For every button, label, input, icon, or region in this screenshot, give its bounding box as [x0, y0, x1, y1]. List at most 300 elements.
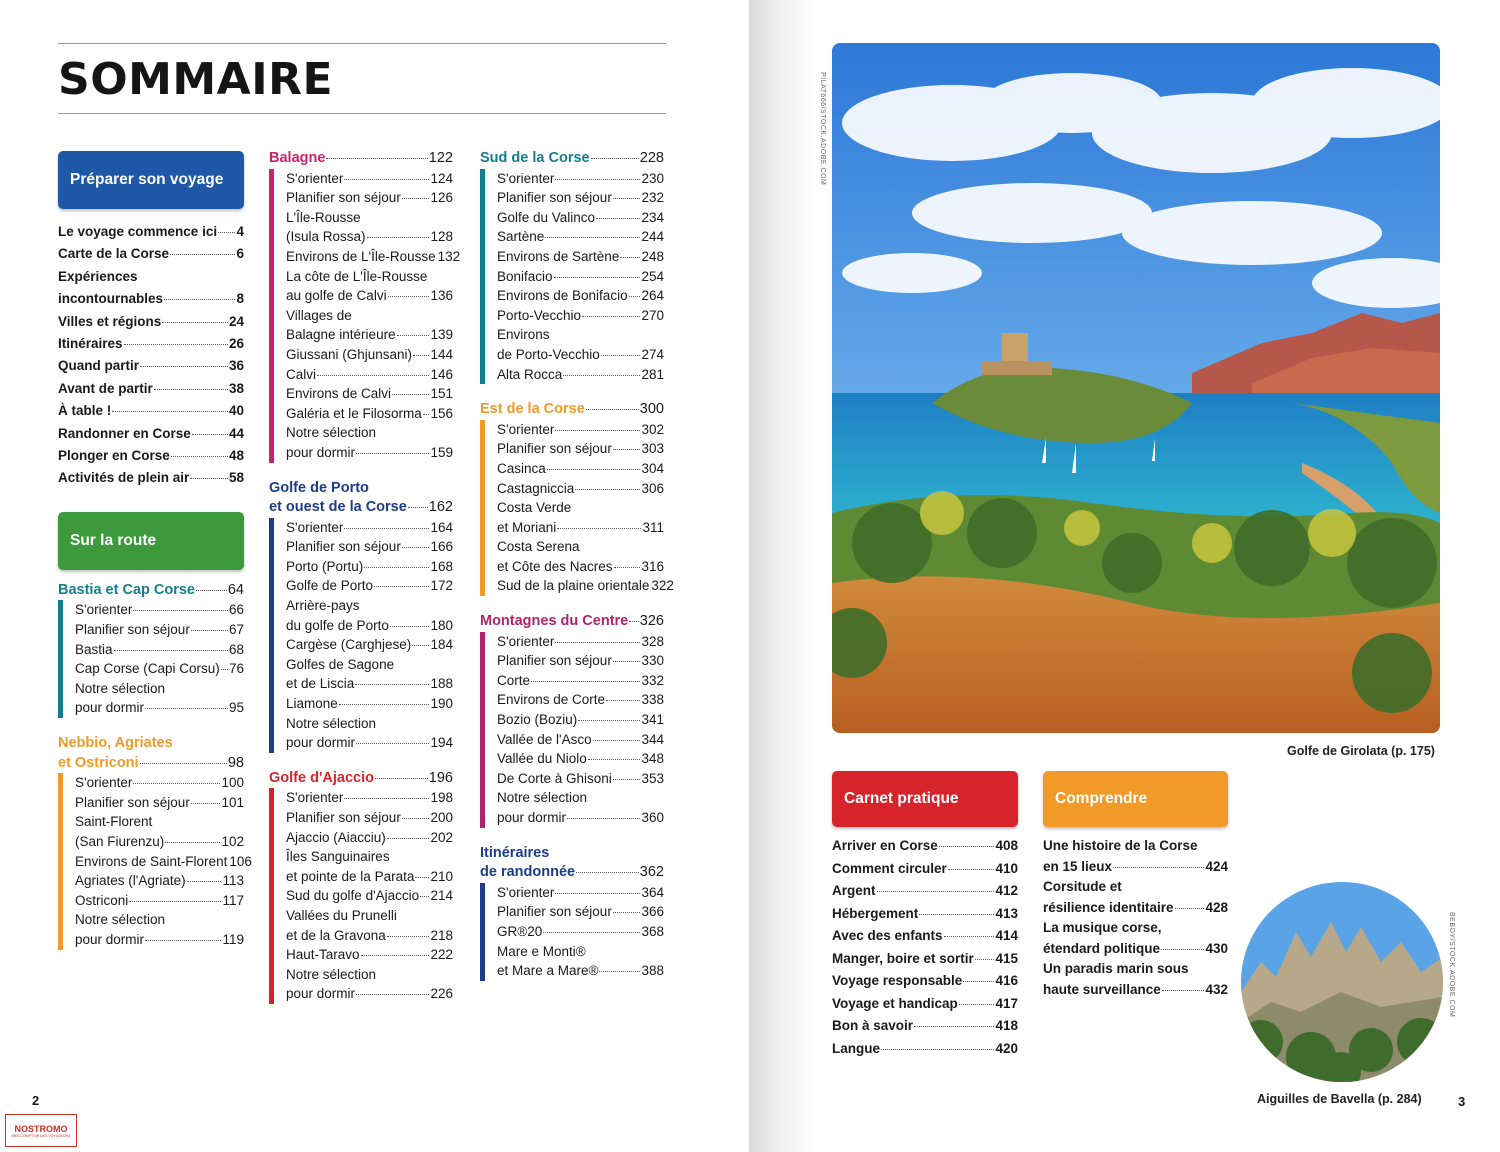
- section-page: 228: [639, 150, 664, 166]
- toc-entry-page: 230: [641, 170, 664, 186]
- dot-leader: [1175, 908, 1205, 909]
- dot-leader: [629, 621, 639, 622]
- toc-entry: [497, 902, 664, 922]
- toc-entry-label: en 15 lieux: [1043, 858, 1113, 874]
- toc-entry-label: Golfes de Sagone: [286, 656, 395, 672]
- toc-entry: [832, 880, 1018, 903]
- toc-column-2: [269, 149, 461, 1020]
- dot-leader: [557, 528, 641, 529]
- toc-entry: [497, 769, 664, 789]
- toc-entry: [58, 445, 244, 467]
- toc-entry: [75, 793, 244, 813]
- dot-leader: [361, 955, 430, 956]
- toc-entry: [286, 404, 453, 424]
- dot-leader: [614, 567, 641, 568]
- toc-section: [58, 734, 252, 950]
- toc-entry: [832, 1015, 1018, 1038]
- toc-entry-page: 132: [437, 248, 461, 264]
- toc-entry: [832, 903, 1018, 926]
- dot-leader: [196, 590, 227, 591]
- toc-entry-page: 210: [430, 868, 453, 884]
- toc-entry-label: Bonifacio: [497, 268, 553, 284]
- toc-entry-label: Plonger en Corse: [58, 448, 170, 464]
- toc-entry-label: GR®20: [497, 923, 543, 939]
- toc-entry-label: Sartène: [497, 229, 545, 245]
- toc-entry: [497, 439, 664, 459]
- toc-entry-page: 274: [641, 346, 664, 362]
- toc-entry: [286, 169, 453, 189]
- dot-leader: [613, 779, 641, 780]
- toc-entry-page: 202: [430, 829, 453, 845]
- toc-entry-label: La musique corse,: [1043, 920, 1162, 935]
- section-title-text: Balagne: [269, 150, 326, 166]
- toc-entry-page: 136: [430, 288, 453, 304]
- toc-entry: [497, 961, 664, 981]
- dot-leader: [596, 218, 640, 219]
- toc-entry: [497, 188, 664, 208]
- toc-entry: [75, 891, 244, 911]
- toc-entry-page: 66: [228, 602, 244, 618]
- toc-entry-page: 415: [995, 950, 1018, 966]
- toc-entry-label: Vallées du Prunelli: [286, 907, 397, 923]
- toc-entry-page: 222: [430, 947, 453, 963]
- toc-entry-label: Planifier son séjour: [286, 810, 401, 825]
- dot-leader: [877, 891, 995, 892]
- dot-leader: [613, 449, 641, 450]
- toc-entry: [286, 384, 453, 404]
- toc-entry: [58, 423, 244, 445]
- toc-entry-label: Vallée du Niolo: [497, 751, 587, 767]
- toc-section: [480, 149, 664, 384]
- toc-entry-page: 198: [430, 790, 453, 806]
- toc-entry-page: 416: [995, 973, 1018, 988]
- section-title: [480, 612, 664, 632]
- toc-entry: [832, 970, 1018, 993]
- toc-entry-label: Carte de la Corse: [58, 246, 170, 262]
- dot-leader: [355, 684, 429, 685]
- toc-entry: [497, 730, 664, 750]
- toc-entry-label: Castagniccia: [497, 480, 575, 496]
- toc-entry: [286, 345, 453, 365]
- toc-entry-label: étendard politique: [1043, 940, 1161, 956]
- toc-entry-page: 424: [1205, 858, 1228, 874]
- toc-entry: [75, 659, 244, 679]
- toc-entry-page: 144: [430, 346, 453, 362]
- toc-entry: [286, 616, 453, 636]
- dot-leader: [948, 869, 995, 870]
- dot-leader: [190, 478, 228, 479]
- toc-entry-label: Environs de Corte: [497, 692, 606, 708]
- toc-entry-page: 420: [995, 1040, 1018, 1056]
- toc-section: [480, 844, 664, 981]
- section-title-text: Sud de la Corse: [480, 150, 590, 166]
- section-title: [480, 400, 664, 420]
- toc-entry-page: 281: [641, 366, 664, 382]
- toc-entry: [286, 945, 453, 965]
- toc-entry: [497, 325, 664, 345]
- toc-entry-label: Vallée de l'Asco: [497, 731, 592, 747]
- preparer-list: [58, 221, 244, 490]
- toc-entry-label: Voyage responsable: [832, 973, 963, 988]
- toc-entry: [75, 620, 244, 640]
- toc-entry: [832, 925, 1018, 948]
- toc-entry: [497, 922, 664, 942]
- toc-entry-label: haute surveillance: [1043, 981, 1161, 997]
- toc-entry: [75, 832, 244, 852]
- dot-leader: [547, 469, 641, 470]
- toc-entry-label: Corte: [497, 672, 531, 688]
- toc-column-1: [58, 151, 252, 966]
- toc-entry-page: 428: [1205, 899, 1228, 915]
- dot-leader: [114, 650, 228, 651]
- section-page: 326: [639, 613, 664, 630]
- toc-entry: [497, 459, 664, 479]
- toc-entry: [286, 635, 453, 655]
- toc-entry-label: Environs de Saint-Florent: [75, 853, 228, 869]
- toc-entry-label: Costa Verde: [497, 500, 572, 516]
- toc-entry: [286, 965, 453, 985]
- toc-entry-label: Notre sélection: [286, 425, 377, 441]
- toc-entry: [75, 679, 244, 699]
- toc-entry-label: Agriates (l'Agriate): [75, 873, 186, 889]
- section-title: [269, 498, 453, 518]
- toc-entry-label: (San Fiurenzu): [75, 834, 165, 849]
- section-title: [480, 149, 664, 169]
- section-title: [58, 734, 244, 754]
- dot-leader: [613, 912, 641, 913]
- left-page: [0, 0, 749, 1152]
- toc-entry-label: Environs de Bonifacio: [497, 288, 628, 304]
- toc-entry-page: 68: [228, 641, 244, 657]
- toc-entry: [286, 557, 453, 577]
- toc-entry-page: 388: [641, 963, 664, 979]
- toc-entry-page: 95: [228, 700, 244, 716]
- dot-leader: [555, 642, 640, 643]
- section-subentries: [58, 600, 244, 718]
- section-subentries: [269, 518, 453, 753]
- dot-leader: [326, 158, 427, 159]
- toc-entry: [75, 930, 244, 950]
- dot-leader: [317, 375, 429, 376]
- page-number-right: 3: [1458, 1094, 1466, 1109]
- toc-entry-label: Planifier son séjour: [497, 441, 612, 457]
- toc-section: [480, 612, 664, 828]
- dot-leader: [975, 959, 995, 960]
- dot-leader: [154, 389, 228, 390]
- toc-entry: [286, 906, 453, 926]
- toc-column-3: [480, 149, 674, 997]
- section-subentries: [480, 169, 664, 385]
- toc-section: [480, 400, 674, 596]
- toc-entry: [75, 812, 244, 832]
- dot-leader: [576, 872, 639, 873]
- toc-entry-page: 328: [641, 633, 664, 649]
- section-title: [269, 479, 453, 499]
- dot-leader: [408, 507, 428, 508]
- toc-entry-label: Planifier son séjour: [497, 653, 612, 669]
- toc-entry-page: 270: [641, 307, 664, 323]
- toc-entry-label: Arrière-pays: [286, 598, 360, 614]
- toc-entry-page: 48: [228, 448, 244, 464]
- section-page: 362: [639, 864, 664, 881]
- toc-entry: [286, 733, 453, 753]
- section-subentries: [480, 883, 664, 981]
- toc-entry-page: 36: [228, 358, 244, 374]
- toc-entry-page: 414: [995, 928, 1018, 943]
- dot-leader: [171, 456, 228, 457]
- toc-entry-label: Bozio (Boziu): [497, 712, 578, 728]
- toc-entry-page: 332: [641, 672, 664, 688]
- dot-leader: [364, 567, 429, 568]
- dot-leader: [563, 375, 640, 376]
- toc-entry: [75, 852, 252, 872]
- toc-entry-page: 124: [430, 170, 453, 186]
- dot-leader: [591, 158, 639, 159]
- toc-entry: [832, 1038, 1018, 1061]
- toc-entry-label: Manger, boire et sortir: [832, 950, 974, 966]
- toc-entry-page: 166: [430, 539, 453, 555]
- toc-entry: [497, 345, 664, 365]
- toc-entry: [1043, 836, 1228, 857]
- toc-entry: [75, 600, 244, 620]
- dot-leader: [606, 700, 640, 701]
- toc-entry-label: Planifier son séjour: [75, 622, 190, 638]
- section-title-text: Bastia et Cap Corse: [58, 581, 195, 598]
- toc-entry-label: Planifier son séjour: [286, 539, 401, 555]
- toc-section: [269, 769, 453, 1004]
- toc-section: [58, 581, 244, 718]
- toc-entry-page: 366: [641, 904, 664, 920]
- toc-entry: [497, 632, 664, 652]
- dot-leader: [344, 798, 429, 799]
- toc-entry-page: 341: [641, 712, 664, 728]
- toc-entry: [832, 835, 1018, 858]
- comprendre-heading-box: [1043, 771, 1228, 827]
- toc-entry: [58, 288, 244, 310]
- toc-entry-label: résilience identitaire: [1043, 899, 1174, 915]
- toc-entry-label: du golfe de Porto: [286, 617, 389, 633]
- section-page: 300: [639, 401, 664, 418]
- toc-entry: [1043, 898, 1228, 919]
- toc-entry-page: 432: [1205, 981, 1228, 997]
- toc-entry-page: 413: [995, 905, 1018, 921]
- toc-entry-page: 410: [995, 860, 1018, 876]
- toc-entry: [497, 651, 664, 671]
- toc-entry: [58, 221, 244, 243]
- toc-entry-page: 430: [1205, 940, 1228, 956]
- toc-entry-page: 303: [641, 441, 664, 457]
- toc-entry: [286, 227, 453, 247]
- toc-entry-page: 338: [641, 692, 664, 708]
- toc-entry-label: Arriver en Corse: [832, 838, 938, 853]
- toc-entry: [1043, 939, 1228, 960]
- toc-entry: [286, 247, 461, 267]
- dot-leader: [543, 932, 640, 933]
- toc-entry-page: 172: [430, 578, 453, 594]
- toc-entry: [286, 926, 453, 946]
- toc-entry: [497, 942, 664, 962]
- toc-entry-label: pour dormir: [286, 986, 356, 1002]
- toc-entry-label: et Côte des Nacres: [497, 558, 613, 574]
- toc-entry-label: Cap Corse (Capi Corsu): [75, 661, 220, 677]
- toc-entry-label: de Porto-Vecchio: [497, 346, 600, 362]
- dot-leader: [397, 335, 430, 336]
- toc-entry-label: Bastia: [75, 641, 113, 657]
- toc-entry-page: 200: [430, 810, 453, 825]
- toc-entry-label: Haut-Taravo: [286, 947, 360, 963]
- dot-leader: [402, 818, 430, 819]
- toc-entry-label: Golfe du Valinco: [497, 209, 596, 225]
- logo-name: NOSTROMO: [14, 1123, 68, 1134]
- toc-entry-label: Casinca: [497, 460, 546, 476]
- toc-entry: [286, 828, 453, 848]
- toc-entry-label: Environs de Calvi: [286, 386, 392, 402]
- toc-entry: [1043, 959, 1228, 980]
- toc-entry: [286, 286, 453, 306]
- section-title-text: et Ostriconi: [58, 754, 139, 771]
- dot-leader: [191, 803, 221, 804]
- toc-entry-label: Planifier son séjour: [286, 190, 401, 206]
- toc-entry: [58, 333, 244, 355]
- toc-entry: [497, 420, 664, 440]
- dot-leader: [420, 896, 429, 897]
- dot-leader: [939, 846, 995, 847]
- toc-entry-label: Calvi: [286, 366, 317, 382]
- toc-entry-label: et de Liscia: [286, 676, 355, 692]
- dot-leader: [413, 355, 429, 356]
- toc-entry: [75, 773, 244, 793]
- toc-section: [269, 479, 453, 753]
- dot-leader: [162, 322, 228, 323]
- preparer-heading-box: [58, 151, 244, 209]
- dot-leader: [959, 1004, 995, 1005]
- dot-leader: [374, 586, 429, 587]
- toc-entry-page: 344: [641, 731, 664, 747]
- toc-entry-label: (Isula Rossa): [286, 229, 366, 245]
- carnet-heading-box: [832, 771, 1018, 827]
- toc-entry: [58, 243, 244, 265]
- section-title: [58, 754, 244, 774]
- surlaroute-heading: Sur la route: [70, 532, 157, 550]
- dot-leader: [344, 179, 429, 180]
- toc-entry-label: Environs: [497, 327, 550, 343]
- toc-entry-label: pour dormir: [497, 810, 567, 825]
- toc-entry-page: 188: [430, 676, 453, 692]
- toc-entry-page: 26: [228, 336, 244, 352]
- section-title-text: de randonnée: [480, 864, 576, 881]
- dot-leader: [390, 626, 430, 627]
- carnet-column: [832, 771, 1018, 1060]
- toc-entry: [497, 306, 664, 326]
- toc-entry-label: pour dormir: [286, 444, 356, 460]
- section-page: 196: [428, 769, 453, 786]
- toc-entry-page: 117: [222, 892, 244, 908]
- toc-entry-page: 6: [236, 246, 244, 262]
- toc-entry: [832, 858, 1018, 881]
- toc-entry: [497, 710, 664, 730]
- dot-leader: [124, 344, 228, 345]
- toc-entry-page: 348: [641, 751, 664, 767]
- toc-entry-page: 316: [641, 558, 664, 574]
- dot-leader: [601, 355, 641, 356]
- dot-leader: [387, 936, 430, 937]
- toc-entry-label: Saint-Florent: [75, 814, 153, 830]
- toc-entry-page: 322: [651, 578, 674, 594]
- dot-leader: [356, 453, 429, 454]
- toc-entry-label: Avec des enfants: [832, 928, 943, 943]
- toc-entry-page: 368: [641, 923, 664, 939]
- dot-leader: [140, 366, 228, 367]
- toc-entry-label: Une histoire de la Corse: [1043, 838, 1198, 853]
- dot-leader: [339, 704, 430, 705]
- toc-entry: [497, 267, 664, 287]
- section-page: 64: [227, 581, 244, 598]
- page-number-left: 2: [32, 1093, 40, 1108]
- toc-entry-label: Liamone: [286, 696, 338, 712]
- toc-entry-label: S'orienter: [497, 884, 555, 900]
- toc-entry: [286, 423, 453, 443]
- dot-leader: [387, 838, 430, 839]
- toc-entry-page: 164: [430, 519, 453, 535]
- toc-entry: [58, 355, 244, 377]
- toc-entry: [497, 883, 664, 903]
- section-title: [58, 581, 244, 601]
- toc-entry-page: 101: [221, 794, 244, 810]
- section-subentries: [58, 773, 252, 949]
- toc-entry-page: 119: [222, 931, 244, 947]
- section-subentries: [480, 420, 674, 596]
- dot-leader: [402, 198, 430, 199]
- section-title-text: Golfe d'Ajaccio: [269, 769, 374, 786]
- toc-entry: [497, 208, 664, 228]
- dot-leader: [388, 296, 430, 297]
- dot-leader: [545, 237, 640, 238]
- toc-entry-page: 102: [221, 834, 244, 849]
- toc-entry-page: 128: [430, 229, 453, 245]
- toc-entry-page: 360: [641, 810, 664, 825]
- toc-entry-label: Itinéraires: [58, 336, 123, 352]
- preparer-heading: Préparer son voyage: [70, 171, 224, 189]
- dot-leader: [613, 661, 641, 662]
- toc-entry-label: Cargèse (Carghjese): [286, 637, 412, 653]
- section-title-text: Est de la Corse: [480, 401, 585, 418]
- toc-entry: [497, 537, 664, 557]
- toc-entry-label: Sud du golfe d'Ajaccio: [286, 888, 420, 904]
- toc-entry-label: Argent: [832, 883, 876, 898]
- toc-entry: [497, 788, 664, 808]
- toc-entry-label: et Mare a Mare®: [497, 963, 599, 979]
- toc-entry-page: 311: [642, 519, 664, 535]
- toc-entry-page: 168: [430, 558, 453, 574]
- dot-leader: [145, 708, 228, 709]
- dot-leader: [555, 179, 640, 180]
- toc-entry-page: 38: [228, 380, 244, 396]
- toc-entry-page: 330: [641, 653, 664, 669]
- toc-entry: [497, 671, 664, 691]
- dot-leader: [914, 1026, 994, 1027]
- toc-entry-page: 408: [995, 838, 1018, 853]
- toc-entry-page: 226: [430, 986, 453, 1002]
- toc-entry-label: Mare e Monti®: [497, 943, 586, 959]
- dot-leader: [356, 743, 429, 744]
- toc-entry-page: 146: [430, 366, 453, 382]
- toc-entry: [58, 400, 244, 422]
- toc-entry-page: 302: [641, 421, 664, 437]
- toc-entry: [1043, 918, 1228, 939]
- toc-entry: [1043, 980, 1228, 1001]
- toc-entry: [58, 266, 244, 288]
- toc-entry-label: S'orienter: [75, 775, 133, 791]
